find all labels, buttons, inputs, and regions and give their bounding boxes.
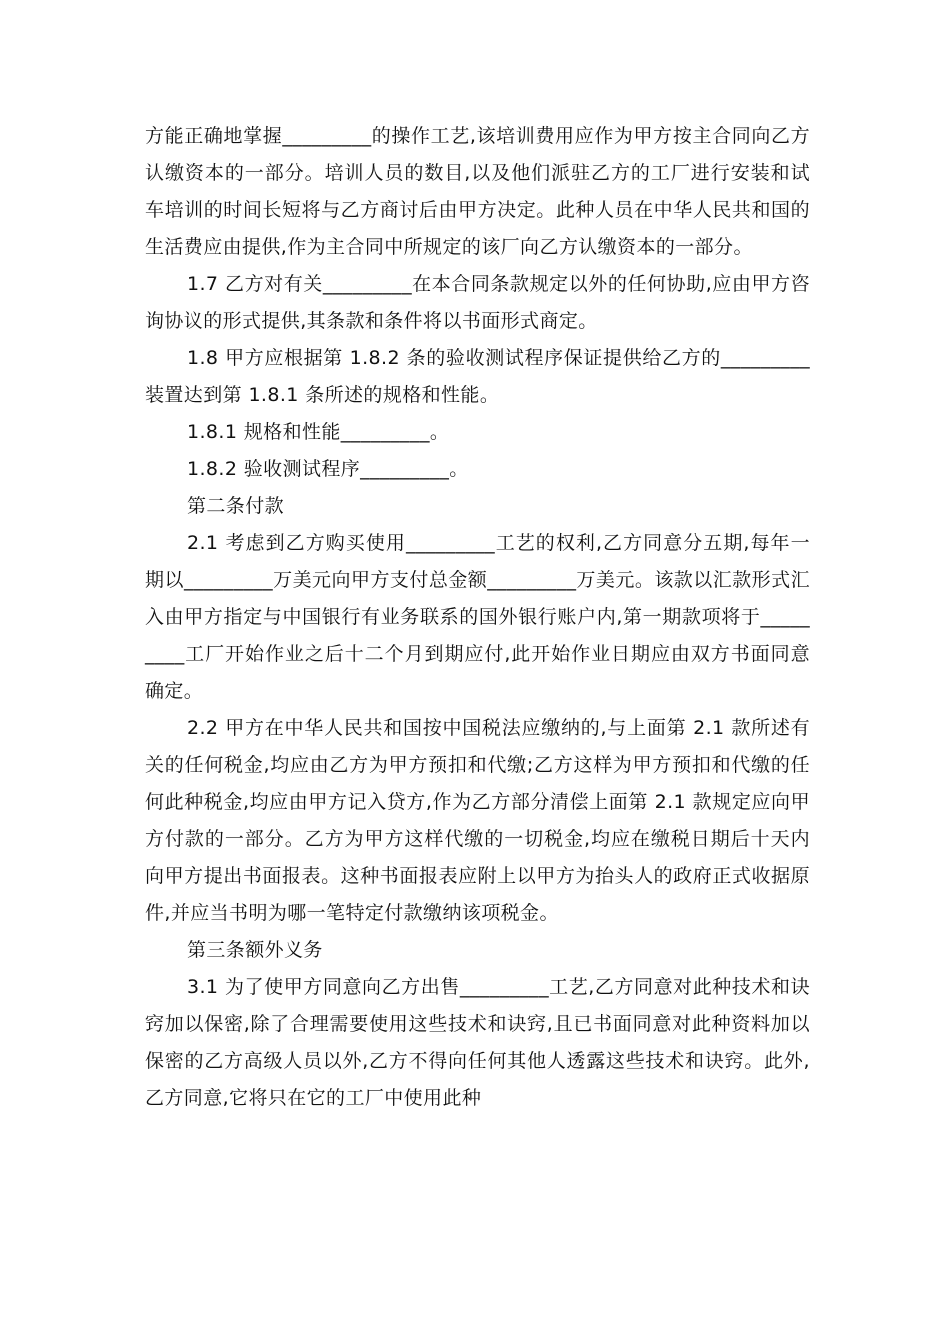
paragraph-2-2: 2.2 甲方在中华人民共和国按中国税法应缴纳的,与上面第 2.1 款所述有关的任何税金,均应由乙方为甲方预扣和代缴;乙方这样为甲方预扣和代缴的任何此种税金,均应由甲方记入贷方,作为乙方部分清偿上面第 2.1 款规定应向甲方付款的一部分。乙方为甲方这样代缴的一切税金,均应在缴税日期后十天内向甲方提出书面报表。这种书面报表应附上以甲方为抬头人的政府正式收据原件,并应当书明为哪一笔特定付款缴纳该项税金。 [145,717,810,924]
heading-article-3: 第三条额外义务 [187,939,323,961]
paragraph-3-1: 3.1 为了使甲方同意向乙方出售_________工艺,乙方同意对此种技术和诀窍加以保密,除了合理需要使用这些技术和诀窍,且已书面同意对此种资料加以保密的乙方高级人员以外,乙方不得向任何其他人透露这些技术和诀窍。此外,乙方同意,它将只在它的工厂中使用此种 [145,976,810,1109]
paragraph-1-8: 1.8 甲方应根据第 1.8.2 条的验收测试程序保证提供给乙方的_________装置达到第 1.8.1 条所述的规格和性能。 [145,347,810,406]
paragraph-training-cost: 方能正确地掌握_________的操作工艺,该培训费用应作为甲方按主合同向乙方认缴资本的一部分。培训人员的数目,以及他们派驻乙方的工厂进行安装和试车培训的时间长短将与乙方商讨后由甲方决定。此种人员在中华人民共和国的生活费应由提供,作为主合同中所规定的该厂向乙方认缴资本的一部分。 [145,125,810,258]
paragraph-1-8-2: 1.8.2 验收测试程序_________。 [187,458,469,480]
paragraph-1-7: 1.7 乙方对有关_________在本合同条款规定以外的任何协助,应由甲方咨询协议的形式提供,其条款和条件将以书面形式商定。 [145,273,810,332]
document-body [145,118,810,1117]
heading-article-2: 第二条付款 [187,495,285,517]
paragraph-2-1: 2.1 考虑到乙方购买使用_________工艺的权利,乙方同意分五期,每年一期以_________万美元向甲方支付总金额_________万美元。该款以汇款形式汇入由甲方指定与中国银行有业务联系的国外银行账户内,第一期款项将于_________工厂开始作业之后十二个月到期应付,此开始作业日期应由双方书面同意确定。 [145,532,810,702]
paragraph-1-8-1: 1.8.1 规格和性能_________。 [187,421,450,443]
